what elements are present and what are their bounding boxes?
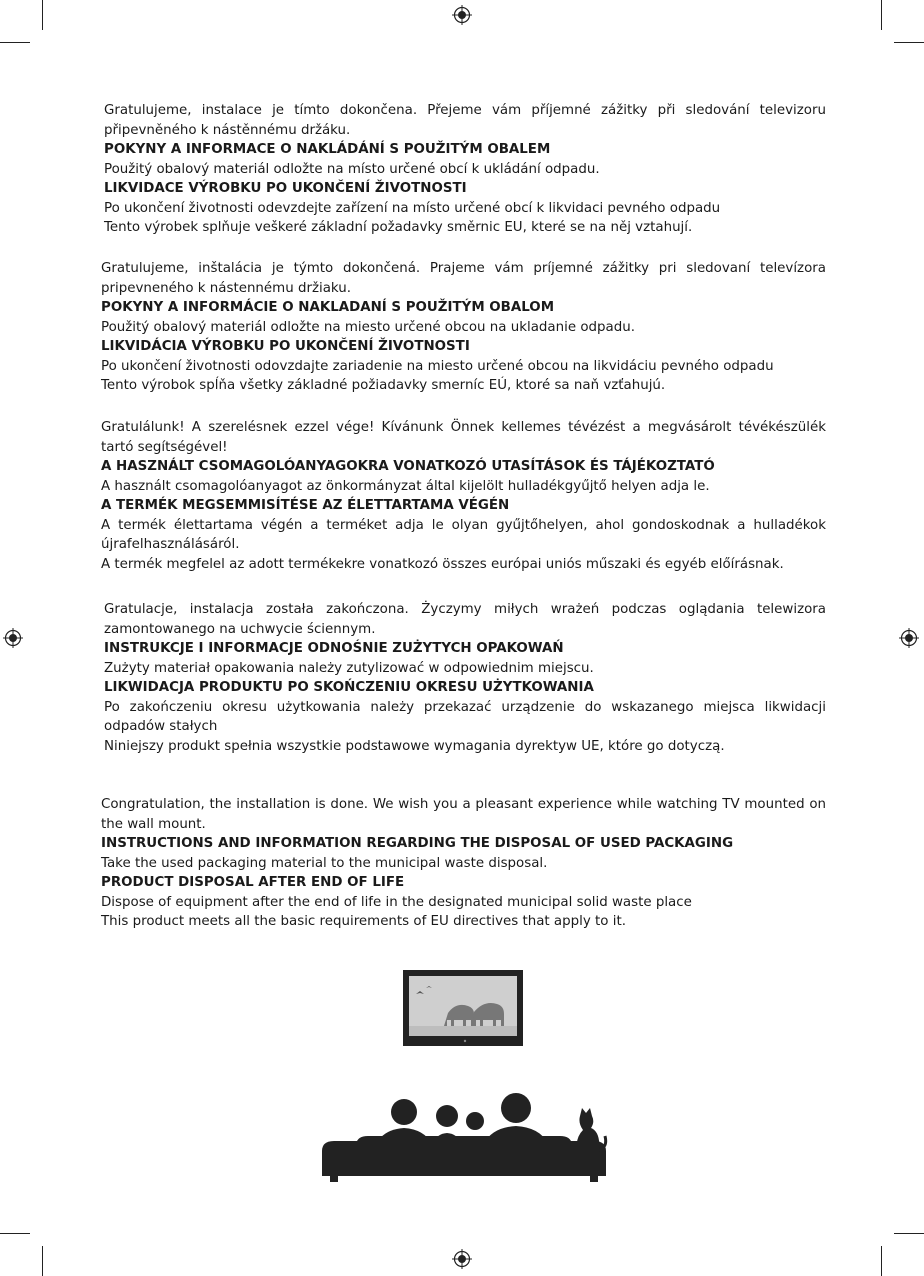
crop-mark (881, 0, 882, 30)
section-hungarian (101, 418, 826, 574)
disposal-text: Dispose of equipment after the end of life in the designated municipal solid waste place (101, 894, 692, 910)
packaging-text: A használt csomagolóanyagot az önkormányzat által kijelölt hulladékgyűjtő helyen adja le. (101, 478, 710, 494)
intro-text: Gratulujeme, instalace je tímto dokončena. Přejeme vám příjemné zážitky při sledování televizoru připevněného k nástěnnému držáku. (104, 103, 826, 138)
disposal-text: A termék élettartama végén a terméket adja le olyan gyűjtőhelyen, ahol gondoskodnak a hulladékok újrafelhasználásáról. (101, 517, 826, 552)
intro-text: Congratulation, the installation is done. We wish you a pleasant experience while watching TV mounted on the wall mount. (101, 797, 826, 832)
family-watching-tv-illustration (318, 968, 610, 1182)
couch (356, 1136, 572, 1164)
intro-text: Gratulacje, instalacja została zakończona. Życzymy miłych wrażeń podczas oglądania telewizora zamontowanego na uchwycie ściennym. (104, 602, 826, 637)
packaging-text: Použitý obalový materiál odložte na miesto určené obcou na ukladanie odpadu. (101, 319, 635, 335)
packaging-text: Použitý obalový materiál odložte na místo určené obcí k ukládání odpadu. (104, 161, 600, 177)
disposal-text: Po ukončení životnosti odevzdejte zařízení na místo určené obcí k likvidaci pevného odpadu (104, 200, 721, 216)
registration-mark-icon (452, 1249, 472, 1269)
disposal-heading: LIKVIDÁCIA VÝROBKU PO UKONČENÍ ŽIVOTNOSTI (101, 339, 470, 354)
crop-mark (881, 1246, 882, 1276)
compliance-text: Niniejszy produkt spełnia wszystkie podstawowe wymagania dyrektyw UE, które go dotyczą. (104, 738, 725, 754)
compliance-text: Tento výrobok spĺňa všetky základné požiadavky smerníc EÚ, ktoré sa naň vzťahujú. (101, 378, 666, 393)
section-czech (104, 101, 826, 238)
packaging-heading: A HASZNÁLT CSOMAGOLÓANYAGOKRA VONATKOZÓ UTASÍTÁSOK ÉS TÁJÉKOZTATÓ (101, 459, 715, 474)
crop-mark (0, 42, 30, 43)
section-english (101, 795, 826, 932)
disposal-text: Po zakończeniu okresu użytkowania należy przekazać urządzenie do wskazanego miejsca likwidacji odpadów stałych (104, 699, 826, 734)
crop-mark (42, 1246, 43, 1276)
disposal-text: Po ukončení životnosti odovzdajte zariadenie na miesto určené obcou na likvidáciu pevného odpadu (101, 358, 774, 374)
intro-text: Gratulujeme, inštalácia je týmto dokončená. Prajeme vám príjemné zážitky pri sledovaní televízora pripevneného k nástennému držiaku. (101, 261, 826, 296)
crop-mark (894, 42, 924, 43)
compliance-text: This product meets all the basic requirements of EU directives that apply to it. (101, 914, 626, 929)
disposal-heading: PRODUCT DISPOSAL AFTER END OF LIFE (101, 875, 405, 890)
crop-mark (0, 1233, 30, 1234)
compliance-text: A termék megfelel az adott termékekre vonatkozó összes európai uniós műszaki és egyéb előírásnak. (101, 556, 784, 572)
disposal-heading: LIKVIDACE VÝROBKU PO UKONČENÍ ŽIVOTNOSTI (104, 181, 467, 196)
crop-mark (42, 0, 43, 30)
person-head (466, 1112, 484, 1130)
section-slovak (101, 259, 826, 396)
person-head (391, 1099, 417, 1125)
registration-mark-icon (899, 628, 919, 648)
packaging-heading: INSTRUKCJE I INFORMACJE ODNOŚNIE ZUŻYTYCH OPAKOWAŃ (104, 641, 564, 656)
disposal-heading: LIKWIDACJA PRODUKTU PO SKOŃCZENIU OKRESU UŻYTKOWANIA (104, 680, 594, 695)
packaging-text: Zużyty materiał opakowania należy zutylizować w odpowiednim miejscu. (104, 660, 594, 676)
cat-icon (577, 1108, 600, 1152)
registration-mark-icon (452, 5, 472, 25)
packaging-heading: INSTRUCTIONS AND INFORMATION REGARDING THE DISPOSAL OF USED PACKAGING (101, 836, 734, 851)
person-head (436, 1105, 458, 1127)
packaging-text: Take the used packaging material to the municipal waste disposal. (101, 855, 548, 871)
disposal-heading: A TERMÉK MEGSEMMISÍTÉSE AZ ÉLETTARTAMA VÉGÉN (101, 498, 510, 513)
person-head (501, 1093, 531, 1123)
registration-mark-icon (3, 628, 23, 648)
section-polish (104, 600, 826, 756)
packaging-heading: POKYNY A INFORMÁCIE O NAKLADANÍ S POUŽITÝM OBALOM (101, 300, 555, 315)
compliance-text: Tento výrobek splňuje veškeré základní požadavky směrnic EU, které se na něj vztahují. (104, 220, 693, 235)
crop-mark (894, 1233, 924, 1234)
intro-text: Gratulálunk! A szerelésnek ezzel vége! Kívánunk Önnek kellemes tévézést a megvásárolt tévékészülék tartó segítségével! (101, 420, 826, 455)
packaging-heading: POKYNY A INFORMACE O NAKLÁDÁNÍ S POUŽITÝM OBALEM (104, 142, 551, 157)
